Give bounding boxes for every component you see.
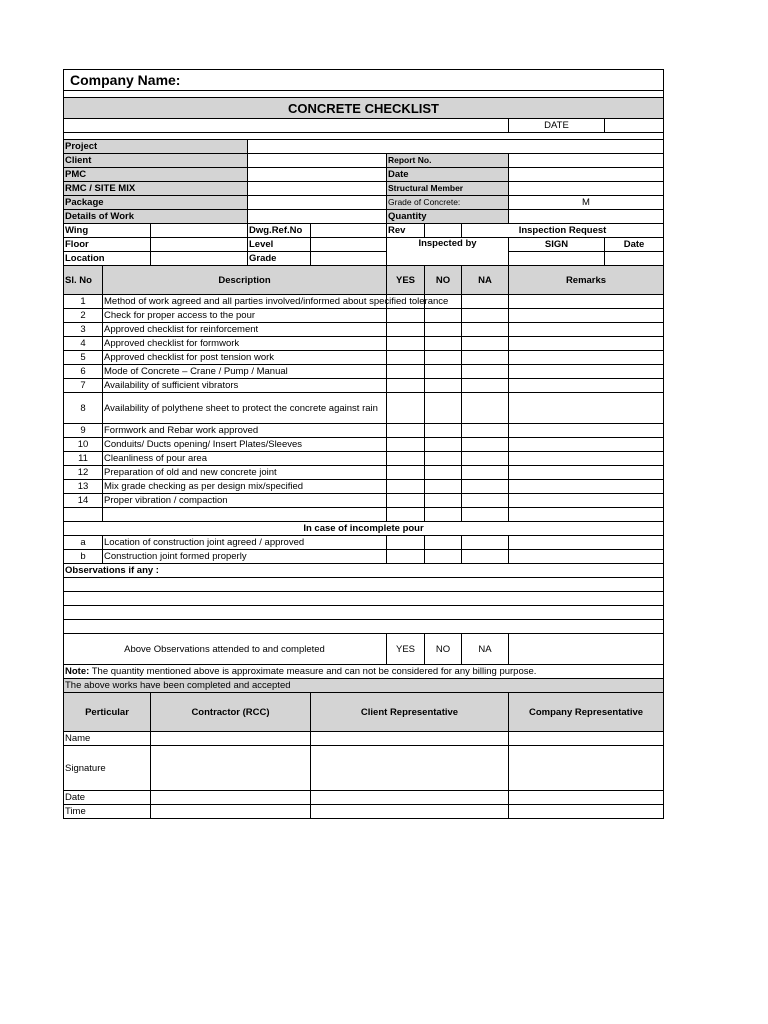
yes-checkbox[interactable] xyxy=(387,393,425,424)
incomplete-pour-heading: In case of incomplete pour xyxy=(64,522,664,536)
grade-of-concrete-value[interactable]: M xyxy=(509,196,664,210)
contractor-time-field[interactable] xyxy=(151,805,311,819)
na-checkbox[interactable] xyxy=(462,438,509,452)
no-checkbox[interactable] xyxy=(425,393,462,424)
item-number: 9 xyxy=(64,424,103,438)
checklist-row xyxy=(64,295,664,309)
item-number: 10 xyxy=(64,438,103,452)
wing-field[interactable] xyxy=(151,224,248,238)
client-rep-header: Client Representative xyxy=(311,693,509,732)
remarks-field[interactable] xyxy=(509,365,664,379)
client-time-field[interactable] xyxy=(311,805,509,819)
item-description: Construction joint formed properly xyxy=(103,550,387,564)
company-signature-field[interactable] xyxy=(509,746,664,791)
blank-cell xyxy=(425,508,462,522)
no-checkbox[interactable] xyxy=(425,351,462,365)
no-checkbox[interactable] xyxy=(425,480,462,494)
na-checkbox[interactable] xyxy=(462,351,509,365)
dwg-ref-label: Dwg.Ref.No xyxy=(248,224,311,238)
no-checkbox[interactable] xyxy=(425,550,462,564)
remarks-field[interactable] xyxy=(509,309,664,323)
na-checkbox[interactable] xyxy=(462,337,509,351)
floor-field[interactable] xyxy=(151,238,248,252)
na-checkbox[interactable] xyxy=(462,323,509,337)
item-number: 4 xyxy=(64,337,103,351)
item-number: a xyxy=(64,536,103,550)
item-number: 7 xyxy=(64,379,103,393)
checklist-row xyxy=(64,424,664,438)
form-title: CONCRETE CHECKLIST xyxy=(64,98,664,119)
item-description: Mode of Concrete – Crane / Pump / Manual xyxy=(103,365,387,379)
report-no-label: Report No. xyxy=(387,154,509,168)
item-number: b xyxy=(64,550,103,564)
details-of-work-field[interactable] xyxy=(248,210,387,224)
attended-no[interactable]: NO xyxy=(425,634,462,665)
na-checkbox[interactable] xyxy=(462,379,509,393)
contractor-name-field[interactable] xyxy=(151,732,311,746)
item-description: Location of construction joint agreed / approved xyxy=(103,536,387,550)
no-checkbox[interactable] xyxy=(425,337,462,351)
no-checkbox[interactable] xyxy=(425,536,462,550)
inspection-date-field[interactable] xyxy=(605,252,664,266)
yes-checkbox[interactable] xyxy=(387,452,425,466)
note-row xyxy=(64,665,664,679)
yes-checkbox[interactable] xyxy=(387,536,425,550)
info-label: RMC / SITE MIX xyxy=(64,182,248,196)
company-name-field[interactable] xyxy=(509,732,664,746)
remarks-field[interactable] xyxy=(509,393,664,424)
company-name-label: Company Name: xyxy=(64,70,664,91)
item-number: 12 xyxy=(64,466,103,480)
remarks-field[interactable] xyxy=(509,295,664,309)
no-checkbox[interactable] xyxy=(425,438,462,452)
company-time-field[interactable] xyxy=(509,805,664,819)
checklist-row xyxy=(64,351,664,365)
company-date-field[interactable] xyxy=(509,791,664,805)
date-field[interactable] xyxy=(605,119,664,133)
checklist-row xyxy=(64,466,664,480)
signoff-row xyxy=(64,791,664,805)
na-checkbox[interactable] xyxy=(462,309,509,323)
item-number: 11 xyxy=(64,452,103,466)
checklist-row xyxy=(64,536,664,550)
dwg-ref-field[interactable] xyxy=(311,224,387,238)
level-label: Level xyxy=(248,238,311,252)
observation-line[interactable] xyxy=(64,578,664,592)
attended-remarks[interactable] xyxy=(509,634,664,665)
package-field[interactable] xyxy=(248,196,387,210)
item-number: 3 xyxy=(64,323,103,337)
na-checkbox[interactable] xyxy=(462,295,509,309)
remarks-field[interactable] xyxy=(509,536,664,550)
particular-header: Perticular xyxy=(64,693,151,732)
date-label: DATE xyxy=(509,119,605,133)
attended-na[interactable]: NA xyxy=(462,634,509,665)
no-checkbox[interactable] xyxy=(425,494,462,508)
item-number: 1 xyxy=(64,295,103,309)
remarks-field[interactable] xyxy=(509,438,664,452)
remarks-header: Remarks xyxy=(509,266,664,295)
checklist-row xyxy=(64,309,664,323)
inspection-request-label: Inspection Request xyxy=(462,224,664,238)
remarks-field[interactable] xyxy=(509,323,664,337)
yes-checkbox[interactable] xyxy=(387,550,425,564)
no-checkbox[interactable] xyxy=(425,466,462,480)
blank-cell xyxy=(103,508,387,522)
report-date-label: Date xyxy=(387,168,509,182)
signature-label: Signature xyxy=(64,746,151,791)
info-label: Project xyxy=(64,140,248,154)
report-no-field[interactable] xyxy=(509,154,664,168)
quantity-field[interactable] xyxy=(509,210,664,224)
yes-checkbox[interactable] xyxy=(387,323,425,337)
checklist-row xyxy=(64,337,664,351)
inspected-by-label: Inspected by xyxy=(387,238,509,266)
remarks-field[interactable] xyxy=(509,494,664,508)
no-checkbox[interactable] xyxy=(425,379,462,393)
yes-header: YES xyxy=(387,266,425,295)
item-description: Approved checklist for formwork xyxy=(103,337,387,351)
item-description: Preparation of old and new concrete joint xyxy=(103,466,387,480)
remarks-field[interactable] xyxy=(509,480,664,494)
yes-checkbox[interactable] xyxy=(387,365,425,379)
checklist-row xyxy=(64,365,664,379)
grade-field[interactable] xyxy=(311,252,387,266)
yes-checkbox[interactable] xyxy=(387,480,425,494)
remarks-field[interactable] xyxy=(509,379,664,393)
remarks-field[interactable] xyxy=(509,351,664,365)
item-description: Availability of sufficient vibrators xyxy=(103,379,387,393)
item-description: Formwork and Rebar work approved xyxy=(103,424,387,438)
note-text: The quantity mentioned above is approximate measure and can not be considered for any billing purpose. xyxy=(89,666,537,677)
na-checkbox[interactable] xyxy=(462,393,509,424)
yes-checkbox[interactable] xyxy=(387,337,425,351)
checklist-row xyxy=(64,379,664,393)
contractor-date-field[interactable] xyxy=(151,791,311,805)
yes-checkbox[interactable] xyxy=(387,309,425,323)
checklist-row xyxy=(64,480,664,494)
blank-cell xyxy=(509,508,664,522)
no-checkbox[interactable] xyxy=(425,323,462,337)
checklist-row xyxy=(64,438,664,452)
inspection-date-label: Date xyxy=(605,238,664,252)
item-number: 8 xyxy=(64,393,103,424)
client-signature-field[interactable] xyxy=(311,746,509,791)
na-checkbox[interactable] xyxy=(462,550,509,564)
item-description: Conduits/ Ducts opening/ Insert Plates/Sleeves xyxy=(103,438,387,452)
company-rep-header: Company Representative xyxy=(509,693,664,732)
structural-member-label: Structural Member xyxy=(387,182,509,196)
observations-label: Observations if any : xyxy=(64,564,664,578)
signoff-row xyxy=(64,732,664,746)
item-number: 6 xyxy=(64,365,103,379)
yes-checkbox[interactable] xyxy=(387,351,425,365)
grade-of-concrete-label: Grade of Concrete: xyxy=(387,196,509,210)
item-description: Cleanliness of pour area xyxy=(103,452,387,466)
na-checkbox[interactable] xyxy=(462,480,509,494)
na-checkbox[interactable] xyxy=(462,424,509,438)
rev-label: Rev xyxy=(387,224,425,238)
client-field[interactable] xyxy=(248,154,387,168)
contractor-signature-field[interactable] xyxy=(151,746,311,791)
client-name-field[interactable] xyxy=(311,732,509,746)
item-number: 5 xyxy=(64,351,103,365)
concrete-checklist-form xyxy=(63,69,663,819)
checklist-row xyxy=(64,494,664,508)
checklist-table xyxy=(63,69,664,819)
structural-member-field[interactable] xyxy=(509,182,664,196)
blank-cell xyxy=(462,508,509,522)
remarks-field[interactable] xyxy=(509,337,664,351)
yes-checkbox[interactable] xyxy=(387,438,425,452)
checklist-row xyxy=(64,323,664,337)
yes-checkbox[interactable] xyxy=(387,379,425,393)
na-checkbox[interactable] xyxy=(462,536,509,550)
info-label: PMC xyxy=(64,168,248,182)
sl-no-header: Sl. No xyxy=(64,266,103,295)
no-header: NO xyxy=(425,266,462,295)
project-field[interactable] xyxy=(248,140,664,154)
na-checkbox[interactable] xyxy=(462,452,509,466)
attended-yes[interactable]: YES xyxy=(387,634,425,665)
item-description: Approved checklist for reinforcement xyxy=(103,323,387,337)
signoff-row xyxy=(64,746,664,791)
checklist-row xyxy=(64,550,664,564)
report-date-field[interactable] xyxy=(509,168,664,182)
description-header: Description xyxy=(103,266,387,295)
checklist-row xyxy=(64,393,664,424)
remarks-field[interactable] xyxy=(509,550,664,564)
sign-label: SIGN xyxy=(509,238,605,252)
name-label: Name xyxy=(64,732,151,746)
info-label: Details of Work xyxy=(64,210,248,224)
remarks-field[interactable] xyxy=(509,424,664,438)
info-label: Package xyxy=(64,196,248,210)
accepted-text: The above works have been completed and accepted xyxy=(64,679,664,693)
location-label: Location xyxy=(64,252,151,266)
observation-line[interactable] xyxy=(64,592,664,606)
note-label: Note: xyxy=(65,666,90,677)
remarks-field[interactable] xyxy=(509,452,664,466)
checklist-row xyxy=(64,452,664,466)
rmc-field[interactable] xyxy=(248,182,387,196)
item-number: 13 xyxy=(64,480,103,494)
blank-cell xyxy=(64,508,103,522)
rev-field[interactable] xyxy=(425,224,462,238)
na-checkbox[interactable] xyxy=(462,494,509,508)
pmc-field[interactable] xyxy=(248,168,387,182)
no-checkbox[interactable] xyxy=(425,452,462,466)
item-description: Approved checklist for post tension work xyxy=(103,351,387,365)
contractor-header: Contractor (RCC) xyxy=(151,693,311,732)
signoff-row xyxy=(64,805,664,819)
remarks-field[interactable] xyxy=(509,466,664,480)
yes-checkbox[interactable] xyxy=(387,466,425,480)
time-label: Time xyxy=(64,805,151,819)
na-checkbox[interactable] xyxy=(462,365,509,379)
observation-line[interactable] xyxy=(64,620,664,634)
item-description: Availability of polythene sheet to protect the concrete against rain xyxy=(103,393,387,424)
no-checkbox[interactable] xyxy=(425,365,462,379)
observation-line[interactable] xyxy=(64,606,664,620)
location-field[interactable] xyxy=(151,252,248,266)
no-checkbox[interactable] xyxy=(425,309,462,323)
wing-label: Wing xyxy=(64,224,151,238)
quantity-label: Quantity xyxy=(387,210,509,224)
sign-field[interactable] xyxy=(509,252,605,266)
blank-cell xyxy=(387,508,425,522)
yes-checkbox[interactable] xyxy=(387,494,425,508)
na-checkbox[interactable] xyxy=(462,466,509,480)
client-date-field[interactable] xyxy=(311,791,509,805)
date-label: Date xyxy=(64,791,151,805)
info-label: Client xyxy=(64,154,248,168)
item-description: Method of work agreed and all parties involved/informed about specified tolerance xyxy=(104,296,449,307)
item-number: 14 xyxy=(64,494,103,508)
item-number: 2 xyxy=(64,309,103,323)
attended-label: Above Observations attended to and completed xyxy=(64,634,387,665)
item-description: Proper vibration / compaction xyxy=(103,494,387,508)
item-description: Check for proper access to the pour xyxy=(103,309,387,323)
na-header: NA xyxy=(462,266,509,295)
no-checkbox[interactable] xyxy=(425,424,462,438)
level-field[interactable] xyxy=(311,238,387,252)
item-description: Mix grade checking as per design mix/specified xyxy=(103,480,387,494)
yes-checkbox[interactable] xyxy=(387,424,425,438)
floor-label: Floor xyxy=(64,238,151,252)
grade-label: Grade xyxy=(248,252,311,266)
